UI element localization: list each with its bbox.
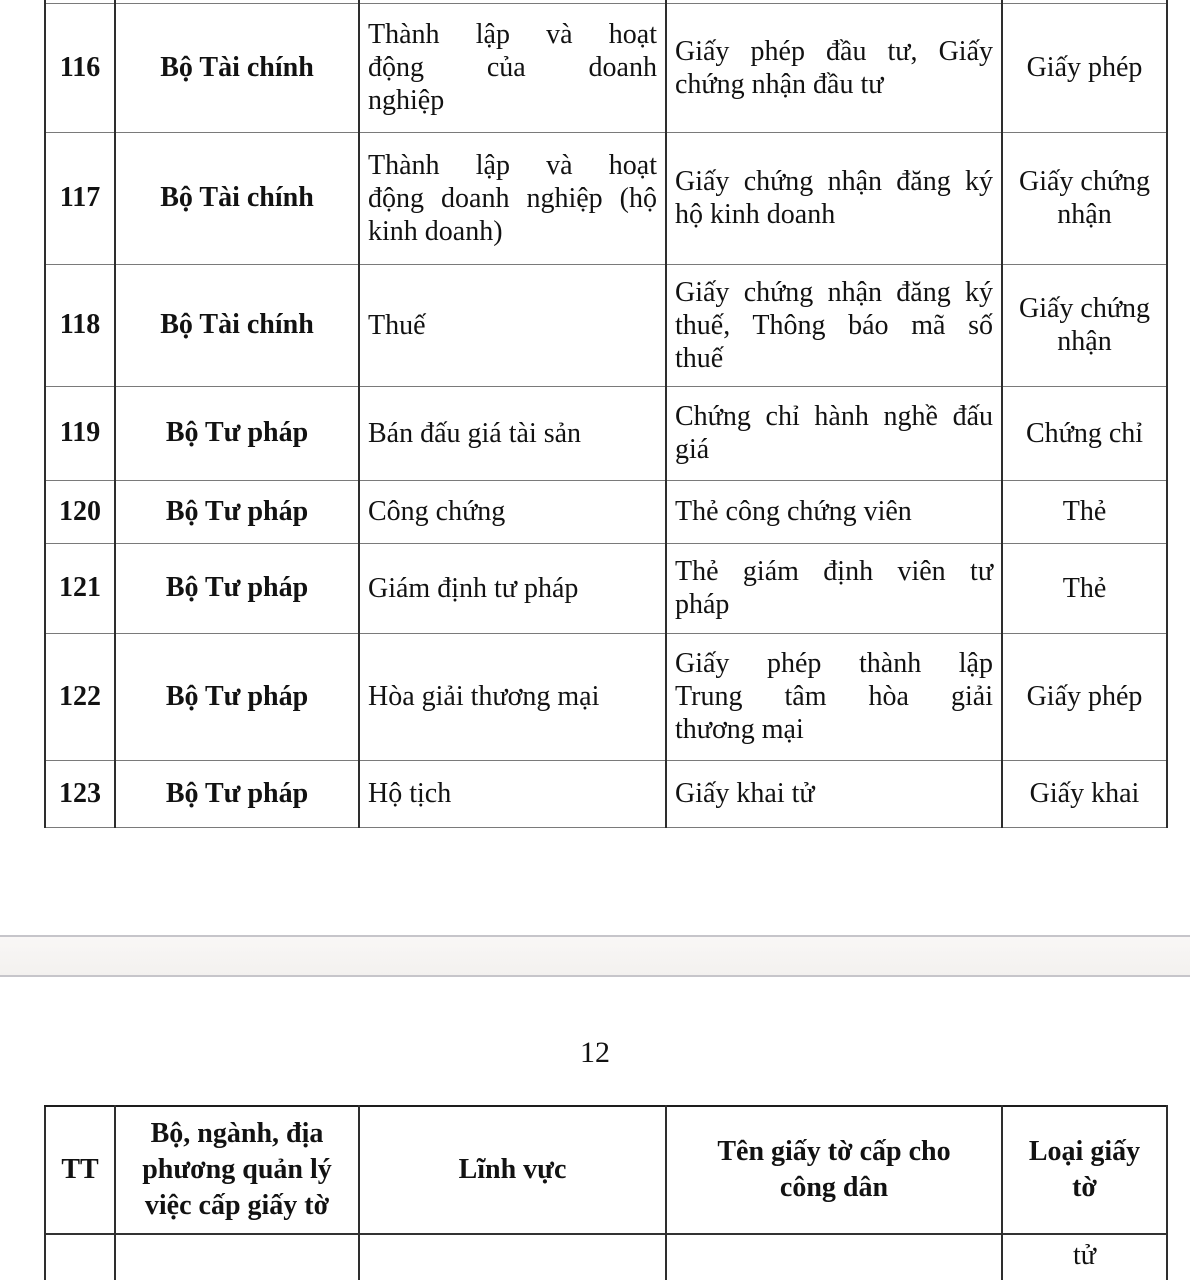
agency-cell [115,386,359,480]
field-cell [359,633,666,760]
docs-cell [666,132,1002,264]
row-number-cell [45,132,115,264]
agency-cell [115,543,359,633]
cell-line: động doanh nghiệp (hộ [368,182,657,214]
type-cell [1002,1234,1167,1280]
table-row [45,386,1167,480]
table-row [45,132,1167,264]
cell-line: Bán đấu giá tài sản [368,417,582,449]
agency-name: Bộ Tài chính [160,51,314,83]
cell-line: giá [675,434,710,465]
table-row [45,480,1167,543]
cell-line: Trung tâm hòa giải [675,681,993,712]
docs-cell [666,386,1002,480]
cell-line: Thẻ công chứng viên [675,496,912,527]
row-number-cell [45,480,115,543]
header-agency-cell [115,1106,359,1234]
field-cell [359,1234,666,1280]
header-type-cell [1002,1106,1167,1234]
field-cell [359,543,666,633]
header-label-line: Tên giấy tờ cấp cho [717,1136,951,1167]
cell-line: tử [1073,1240,1096,1271]
docs-cell [666,633,1002,760]
row-number: 121 [59,572,101,603]
field-cell [359,760,666,827]
docs-cell [666,264,1002,386]
row-number: 119 [59,417,101,448]
header-label-line: Bộ, ngành, địa [150,1118,324,1149]
agency-name: Bộ Tài chính [160,182,314,213]
cell-line: Giấy phép đầu tư, Giấy [675,35,993,67]
page-number: 12 [580,1036,610,1069]
header-label: TT [61,1154,99,1185]
docs-cell [666,543,1002,633]
cell-line: Giấy phép [1026,681,1143,712]
row-number-cell [45,633,115,760]
cell-line: Thành lập và hoạt [368,19,657,50]
agency-cell [115,480,359,543]
type-cell [1002,264,1167,386]
docs-cell [666,3,1002,132]
cell-line: Giấy phép [1026,52,1143,83]
header-label-line: tờ [1072,1172,1097,1203]
table-row [45,543,1167,633]
page-separator [0,935,1190,977]
documents-table-header [44,1105,1168,1280]
agency-name: Bộ Tư pháp [165,680,309,712]
cell-line: Thẻ giám định viên tư [675,556,993,587]
docs-cell [666,1234,1002,1280]
cell-line: Hộ tịch [368,778,452,809]
row-number-cell [45,760,115,827]
header-label-line: phương quản lý [142,1154,332,1185]
header-label-line: việc cấp giấy tờ [144,1190,330,1221]
table-header-row [45,1106,1167,1234]
table-row [45,760,1167,827]
cell-line: Giấy khai [1029,778,1140,809]
agency-name: Bộ Tư pháp [165,495,309,527]
row-number: 120 [59,495,101,527]
agency-cell [115,264,359,386]
documents-table [44,0,1168,828]
table-row-partial [45,1234,1167,1280]
table-row [45,3,1167,132]
type-cell [1002,132,1167,264]
agency-cell [115,760,359,827]
cell-line: động của doanh [368,52,657,83]
type-cell [1002,386,1167,480]
cell-line: Giấy khai tử [675,778,815,809]
table-row [45,264,1167,386]
cell-line: nhận [1057,326,1112,357]
header-label-line: công dân [779,1172,889,1203]
cell-line: Hòa giải thương mại [368,681,600,712]
field-cell [359,132,666,264]
type-cell [1002,543,1167,633]
row-number-cell [45,3,115,132]
agency-name: Bộ Tư pháp [165,417,309,448]
docs-cell [666,480,1002,543]
cell-line: nghiệp [368,85,445,116]
cell-line: Giám định tư pháp [368,572,579,604]
header-label: Lĩnh vực [458,1154,567,1185]
row-number-cell [45,1234,115,1280]
cell-line: Chứng chỉ [1025,417,1144,449]
cell-line: thuế, Thông báo mã số [675,309,993,341]
row-number: 117 [59,182,101,213]
cell-line: Giấy chứng nhận đăng ký [675,276,993,308]
cell-line: pháp [675,589,730,620]
agency-name: Bộ Tư pháp [165,572,309,603]
cell-line: nhận [1057,199,1112,230]
header-docs-cell [666,1106,1002,1234]
cell-line: Thẻ [1062,496,1107,527]
docs-cell [666,760,1002,827]
row-number: 118 [59,309,101,340]
agency-cell [115,3,359,132]
header-label-line: Loại giấy [1028,1136,1141,1167]
row-number-cell [45,543,115,633]
cell-line: Thành lập và hoạt [368,149,657,181]
type-cell [1002,480,1167,543]
row-number: 122 [59,680,101,712]
row-number-cell [45,264,115,386]
cell-line: Giấy phép thành lập [675,648,993,679]
cell-line: Giấy chứng nhận đăng ký [675,166,993,197]
cell-line: thuế [675,342,724,374]
type-cell [1002,760,1167,827]
agency-cell [115,633,359,760]
field-cell [359,480,666,543]
cell-line: Thuế [368,309,426,341]
cell-line: chứng nhận đầu tư [675,68,884,100]
row-number-cell [45,386,115,480]
cell-line: thương mại [675,714,804,745]
row-number: 123 [59,777,101,809]
table-row [45,633,1167,760]
type-cell [1002,633,1167,760]
row-number: 116 [59,51,101,83]
agency-cell [115,1234,359,1280]
cell-line: Thẻ [1062,572,1107,604]
agency-cell [115,132,359,264]
cell-line: Công chứng [368,496,506,527]
agency-name: Bộ Tư pháp [165,777,309,809]
field-cell [359,3,666,132]
cell-line: Chứng chỉ hành nghề đấu [675,401,993,432]
type-cell [1002,3,1167,132]
cell-line: Giấy chứng [1018,166,1151,197]
cell-line: Giấy chứng [1018,293,1151,324]
cell-line: kinh doanh) [368,215,503,247]
field-cell [359,386,666,480]
field-cell [359,264,666,386]
header-tt-cell [45,1106,115,1234]
cell-line: hộ kinh doanh [675,199,836,230]
agency-name: Bộ Tài chính [160,309,314,340]
header-field-cell [359,1106,666,1234]
page-12 [0,1033,1190,1280]
